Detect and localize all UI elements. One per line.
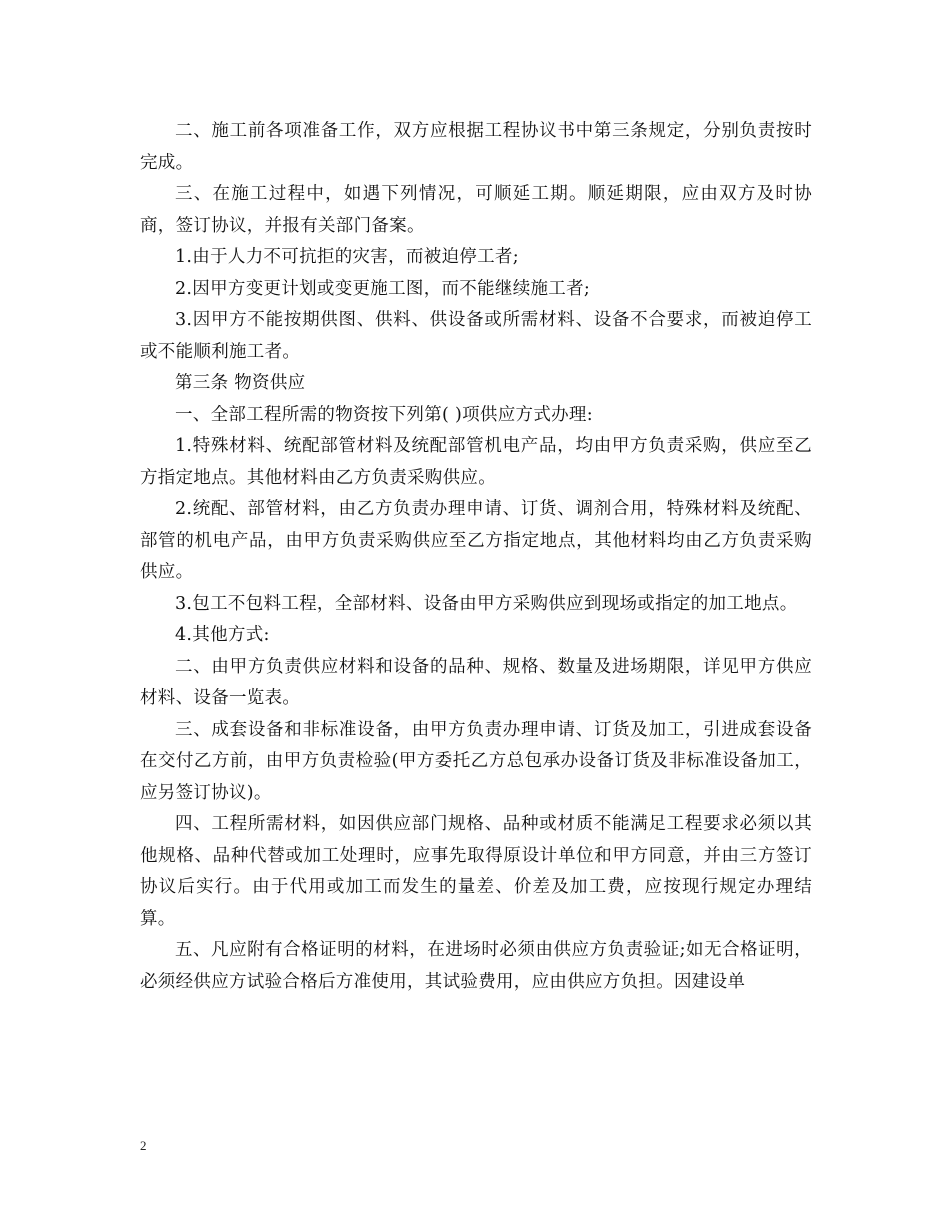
list-item: 2.统配、部管材料，由乙方负责办理申请、订货、调剂合用，特殊材料及统配、部管的机电产品，由甲方负责采购供应至乙方指定地点，其他材料均由乙方负责采购供应。	[140, 499, 812, 582]
paragraph: 三、成套设备和非标准设备，由甲方负责办理申请、订货及加工，引进成套设备在交付乙方前，由甲方负责检验(甲方委托乙方总包承办设备订货及非标准设备加工，应另签订协议)。	[140, 719, 812, 803]
list-item: 3.因甲方不能按期供图、供料、供设备或所需材料、设备不合要求，而被迫停工或不能顺利施工者。	[140, 310, 812, 362]
list-item: 2.因甲方变更计划或变更施工图，而不能继续施工者;	[175, 278, 591, 299]
paragraph: 三、在施工过程中，如遇下列情况，可顺延工期。顺延期限，应由双方及时协商，签订协议，并报有关部门备案。	[140, 184, 812, 236]
paragraph: 二、施工前各项准备工作，双方应根据工程协议书中第三条规定，分别负责按时完成。	[140, 121, 812, 173]
section-heading: 第三条 物资供应	[175, 373, 306, 393]
paragraph: 四、工程所需材料，如因供应部门规格、品种或材质不能满足工程要求必须以其他规格、品种代替或加工处理时，应事先取得原设计单位和甲方同意，并由三方签订协议后实行。由于代用或加工而发生的量差、价差及加工费，应按现行规定办理结算。	[140, 814, 812, 929]
page-number: 2	[140, 1138, 147, 1153]
paragraph: 二、由甲方负责供应材料和设备的品种、规格、数量及进场期限，详见甲方供应材料、设备一览表。	[140, 656, 812, 708]
list-item: 3.包工不包料工程，全部材料、设备由甲方采购供应到现场或指定的加工地点。	[175, 593, 798, 614]
paragraph: 五、凡应附有合格证明的材料，在进场时必须由供应方负责验证;如无合格证明，必须经供应方试验合格后方准使用，其试验费用，应由供应方负担。因建设单	[140, 940, 812, 992]
document-body	[140, 116, 812, 998]
list-item: 1.由于人力不可抗拒的灾害，而被迫停工者;	[175, 247, 519, 267]
list-item: 1.特殊材料、统配部管材料及统配部管机电产品，均由甲方负责采购，供应至乙方指定地点。其他材料由乙方负责采购供应。	[140, 436, 812, 488]
list-item: 4.其他方式:	[175, 625, 270, 645]
paragraph: 一、全部工程所需的物资按下列第( )项供应方式办理:	[175, 404, 593, 425]
